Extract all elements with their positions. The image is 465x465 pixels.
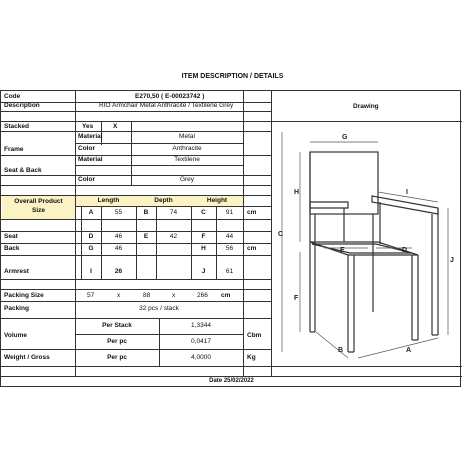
spec-sheet bbox=[0, 90, 461, 387]
seat-back-label: Seat & Back bbox=[4, 167, 42, 174]
volume-per-stack: 1,3344 bbox=[191, 322, 211, 329]
dim-g-key: G bbox=[88, 245, 94, 252]
dim-a-value: 55 bbox=[114, 209, 123, 216]
row-line bbox=[75, 334, 243, 335]
packing-size-x1: x bbox=[117, 292, 121, 299]
weight-per-pc-label: Per pc bbox=[107, 354, 127, 361]
depth-header: Depth bbox=[154, 197, 173, 204]
dim-line-b bbox=[316, 332, 348, 358]
chair-drawing bbox=[272, 122, 462, 366]
label-e: E bbox=[340, 247, 345, 254]
row-line bbox=[1, 318, 271, 319]
seat-label: Seat bbox=[4, 233, 18, 240]
armrest-left bbox=[310, 202, 348, 208]
frame-label: Frame bbox=[4, 146, 24, 153]
volume-per-stack-label: Per Stack bbox=[102, 322, 132, 329]
back-label: Back bbox=[4, 245, 20, 252]
seat-back-color-label: Color bbox=[78, 176, 95, 183]
dim-i-value: 26 bbox=[114, 268, 123, 275]
dim-f-value: 44 bbox=[225, 233, 234, 240]
row-line bbox=[1, 243, 271, 244]
packing-size-label: Packing Size bbox=[4, 292, 44, 299]
volume-unit: Cbm bbox=[247, 332, 262, 339]
row-line bbox=[1, 289, 271, 290]
armrest-label: Armrest bbox=[4, 268, 29, 275]
overall-label-1: Overall Product bbox=[14, 198, 63, 205]
dim-j-key: J bbox=[201, 268, 206, 275]
stacked-yes: Yes bbox=[82, 123, 94, 130]
dim-g-value: 46 bbox=[114, 245, 123, 252]
label-j: J bbox=[450, 257, 454, 264]
dim-a-key: A bbox=[88, 209, 94, 216]
packing-value: 32 pcs / stack bbox=[139, 305, 179, 312]
frame-color: Anthracite bbox=[172, 145, 202, 152]
label-g: G bbox=[342, 134, 348, 141]
label-a: A bbox=[406, 347, 412, 354]
row-line bbox=[75, 206, 271, 207]
frame-color-label: Color bbox=[78, 145, 95, 152]
dim-line-i bbox=[378, 192, 438, 202]
row-line bbox=[1, 185, 271, 186]
row-line bbox=[1, 231, 271, 232]
description-label: Description bbox=[4, 102, 40, 109]
dim-e-key: E bbox=[143, 233, 149, 240]
code-label: Code bbox=[4, 93, 21, 100]
dim-e-value: 42 bbox=[169, 233, 178, 240]
height-header: Height bbox=[206, 197, 228, 204]
col-divider-table-right bbox=[243, 91, 244, 376]
volume-per-pc-label: Per pc bbox=[107, 338, 127, 345]
dim-c-value: 91 bbox=[225, 209, 234, 216]
dim-c-key: C bbox=[201, 209, 206, 216]
overall-label-2: Size bbox=[31, 207, 45, 214]
packing-size-unit: cm bbox=[221, 292, 231, 299]
row-line bbox=[75, 165, 243, 166]
dim-d-value: 46 bbox=[114, 233, 123, 240]
seat-back-material: Textilene bbox=[174, 156, 200, 163]
length-header: Length bbox=[97, 197, 120, 204]
weight-unit: Kg bbox=[247, 354, 256, 361]
weight-label: Weight / Gross bbox=[4, 354, 50, 361]
row-line bbox=[1, 279, 271, 280]
row-line bbox=[1, 349, 271, 350]
dim-h-value: 56 bbox=[225, 245, 234, 252]
dim-i-key: I bbox=[90, 268, 92, 275]
row-line bbox=[1, 175, 271, 176]
description-value: RIO Armchair Metal Anthracite / Textilene Grey bbox=[99, 102, 234, 109]
volume-label: Volume bbox=[4, 332, 27, 339]
dim-f-key: F bbox=[201, 233, 206, 240]
seat-back-material-label: Material bbox=[78, 156, 103, 163]
row-line bbox=[1, 121, 271, 122]
row-line bbox=[1, 219, 271, 220]
dim-j-value: 61 bbox=[225, 268, 234, 275]
label-f: F bbox=[294, 295, 299, 302]
packing-size-depth: 88 bbox=[143, 292, 151, 299]
date-stamp: Date 25/02/2022 bbox=[209, 378, 254, 384]
label-d: D bbox=[402, 247, 408, 254]
stacked-label: Stacked bbox=[4, 123, 29, 130]
row-line bbox=[1, 366, 462, 367]
frame-material-label: Material bbox=[78, 133, 103, 140]
drawing-title: Drawing bbox=[353, 103, 379, 110]
row-line bbox=[1, 195, 271, 196]
code-value: E270,50 ( E-00023742 ) bbox=[135, 93, 205, 100]
back-unit: cm bbox=[247, 245, 257, 252]
row-line bbox=[1, 301, 271, 302]
page-title: ITEM DESCRIPTION / DETAILS bbox=[181, 73, 284, 80]
packing-size-length: 57 bbox=[87, 292, 95, 299]
overall-unit: cm bbox=[247, 209, 257, 216]
row-line bbox=[1, 131, 271, 132]
dim-b-value: 74 bbox=[169, 209, 178, 216]
backrest-outline bbox=[310, 152, 378, 214]
stacked-divider-2 bbox=[131, 121, 132, 131]
row-line bbox=[1, 376, 462, 377]
row-line bbox=[1, 155, 271, 156]
label-i: I bbox=[406, 189, 408, 196]
label-c: C bbox=[278, 231, 284, 238]
packing-size-x2: x bbox=[172, 292, 176, 299]
frame-material: Metal bbox=[179, 133, 195, 140]
label-h: H bbox=[294, 189, 300, 196]
label-b: B bbox=[338, 347, 344, 354]
dim-d-key: D bbox=[88, 233, 94, 240]
row-line bbox=[1, 111, 271, 112]
armrest-right-top bbox=[372, 196, 438, 214]
row-line bbox=[75, 143, 243, 144]
dim-h-key: H bbox=[201, 245, 206, 252]
packing-size-height: 266 bbox=[197, 292, 208, 299]
packing-label: Packing bbox=[4, 305, 29, 312]
dim-b-key: B bbox=[143, 209, 149, 216]
row-line bbox=[1, 255, 271, 256]
weight-value: 4,0000 bbox=[191, 354, 211, 361]
volume-per-pc: 0,0417 bbox=[191, 338, 211, 345]
seat-back-color: Grey bbox=[179, 176, 195, 183]
dim-line-a bbox=[358, 338, 438, 358]
stacked-mark: X bbox=[113, 123, 118, 130]
